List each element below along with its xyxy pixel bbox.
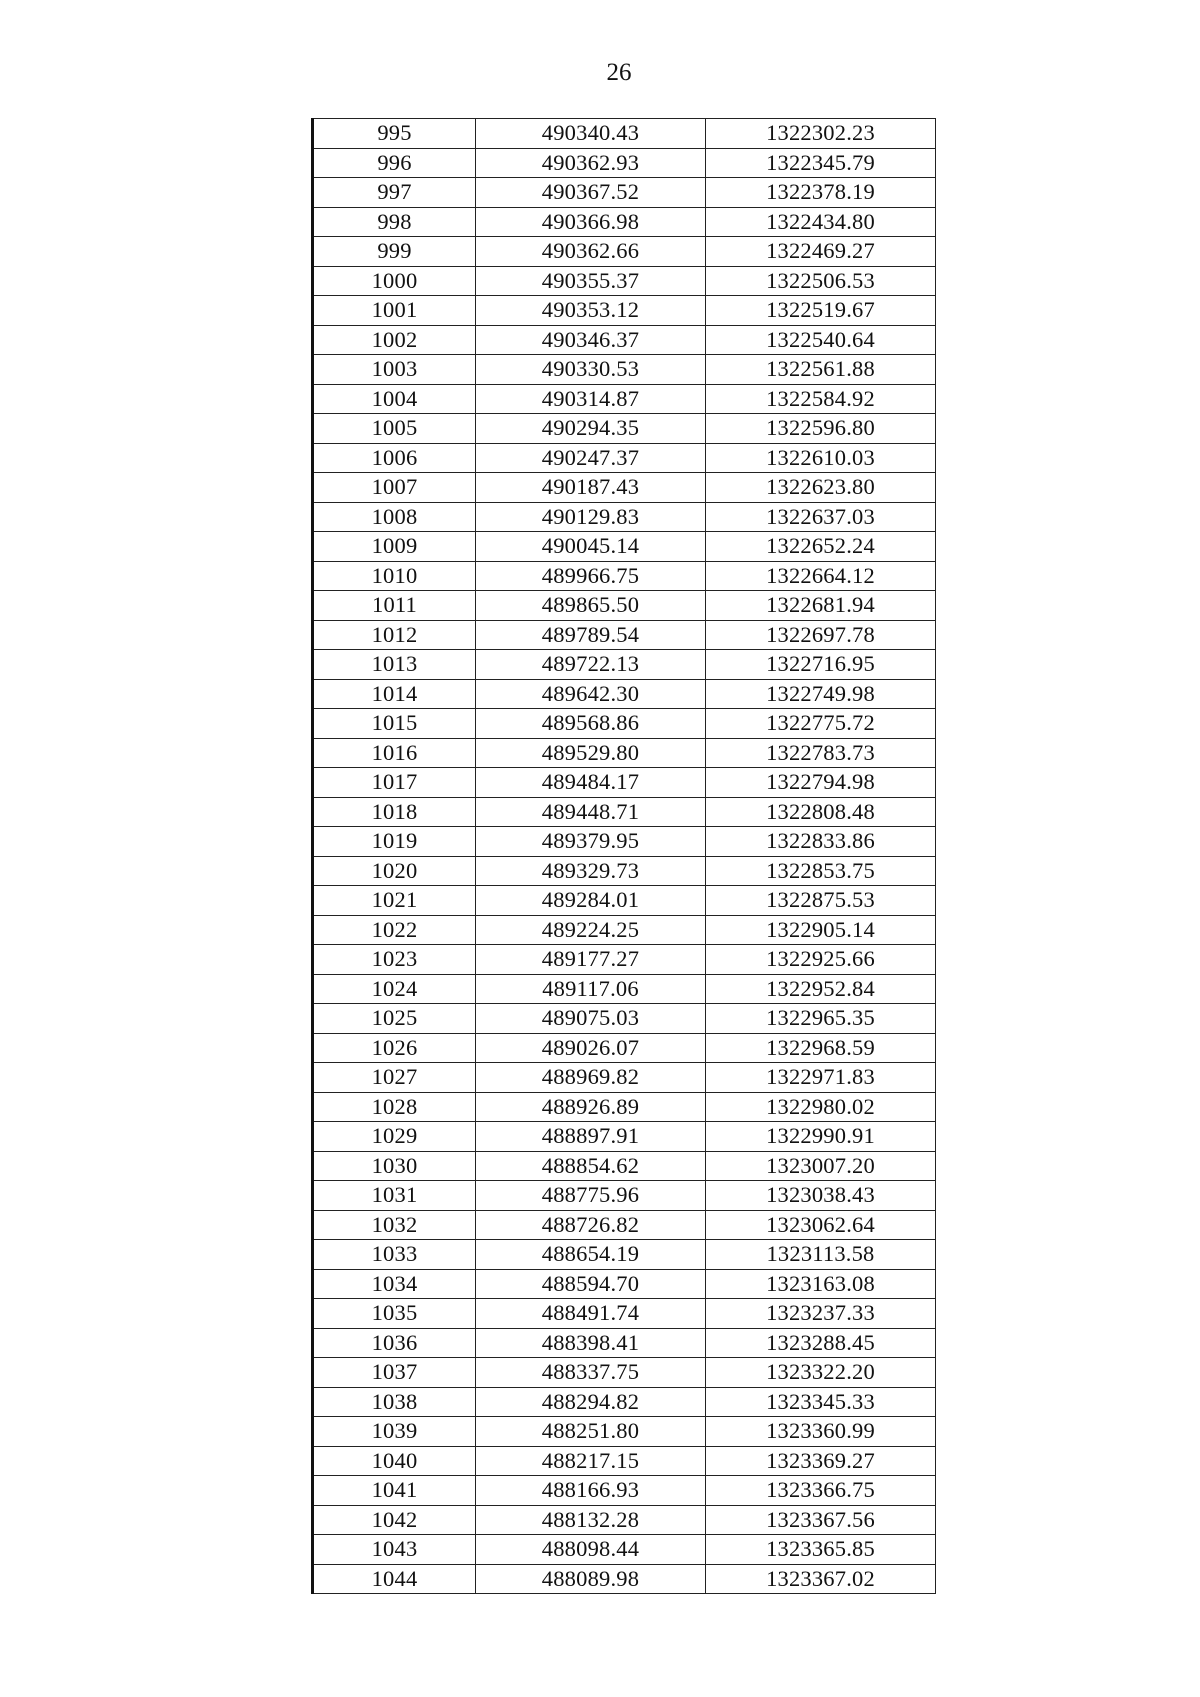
- y-coordinate-cell: 1323062.64: [706, 1210, 936, 1240]
- y-coordinate-cell: 1322540.64: [706, 325, 936, 355]
- x-coordinate-cell: 488089.98: [476, 1564, 706, 1594]
- table-row: [313, 1210, 936, 1240]
- point-number-cell: 1023: [313, 945, 476, 975]
- table-row: [313, 797, 936, 827]
- x-coordinate-cell: 490314.87: [476, 384, 706, 414]
- table-row: [313, 1181, 936, 1211]
- point-number-cell: 1039: [313, 1417, 476, 1447]
- table-row: [313, 886, 936, 916]
- y-coordinate-cell: 1322853.75: [706, 856, 936, 886]
- point-number-cell: 1044: [313, 1564, 476, 1594]
- y-coordinate-cell: 1323322.20: [706, 1358, 936, 1388]
- point-number-cell: 1034: [313, 1269, 476, 1299]
- point-number-cell: 1020: [313, 856, 476, 886]
- point-number-cell: 1022: [313, 915, 476, 945]
- x-coordinate-cell: 488398.41: [476, 1328, 706, 1358]
- table-row: [313, 1328, 936, 1358]
- point-number-cell: 997: [313, 178, 476, 208]
- table-row: [313, 1092, 936, 1122]
- table-row: [313, 148, 936, 178]
- y-coordinate-cell: 1323366.75: [706, 1476, 936, 1506]
- y-coordinate-cell: 1322905.14: [706, 915, 936, 945]
- x-coordinate-cell: 490346.37: [476, 325, 706, 355]
- x-coordinate-cell: 490362.93: [476, 148, 706, 178]
- point-number-cell: 1007: [313, 473, 476, 503]
- table-row: [313, 1122, 936, 1152]
- x-coordinate-cell: 490187.43: [476, 473, 706, 503]
- y-coordinate-cell: 1322345.79: [706, 148, 936, 178]
- x-coordinate-cell: 489568.86: [476, 709, 706, 739]
- x-coordinate-cell: 488897.91: [476, 1122, 706, 1152]
- point-number-cell: 1016: [313, 738, 476, 768]
- x-coordinate-cell: 489789.54: [476, 620, 706, 650]
- y-coordinate-cell: 1323360.99: [706, 1417, 936, 1447]
- table-row: [313, 325, 936, 355]
- y-coordinate-cell: 1322681.94: [706, 591, 936, 621]
- point-number-cell: 1028: [313, 1092, 476, 1122]
- table-row: [313, 915, 936, 945]
- y-coordinate-cell: 1322519.67: [706, 296, 936, 326]
- x-coordinate-cell: 490355.37: [476, 266, 706, 296]
- coordinates-table: [311, 118, 936, 1594]
- y-coordinate-cell: 1322652.24: [706, 532, 936, 562]
- point-number-cell: 995: [313, 119, 476, 149]
- point-number-cell: 1004: [313, 384, 476, 414]
- y-coordinate-cell: 1323367.56: [706, 1505, 936, 1535]
- table-row: [313, 207, 936, 237]
- y-coordinate-cell: 1323367.02: [706, 1564, 936, 1594]
- table-row: [313, 1535, 936, 1565]
- table-row: [313, 473, 936, 503]
- y-coordinate-cell: 1323288.45: [706, 1328, 936, 1358]
- y-coordinate-cell: 1322434.80: [706, 207, 936, 237]
- y-coordinate-cell: 1322833.86: [706, 827, 936, 857]
- point-number-cell: 1032: [313, 1210, 476, 1240]
- point-number-cell: 1037: [313, 1358, 476, 1388]
- y-coordinate-cell: 1322623.80: [706, 473, 936, 503]
- table-row: [313, 443, 936, 473]
- x-coordinate-cell: 489865.50: [476, 591, 706, 621]
- table-row: [313, 1446, 936, 1476]
- x-coordinate-cell: 488594.70: [476, 1269, 706, 1299]
- x-coordinate-cell: 490045.14: [476, 532, 706, 562]
- y-coordinate-cell: 1322469.27: [706, 237, 936, 267]
- point-number-cell: 1015: [313, 709, 476, 739]
- point-number-cell: 998: [313, 207, 476, 237]
- table-row: [313, 1269, 936, 1299]
- y-coordinate-cell: 1322794.98: [706, 768, 936, 798]
- x-coordinate-cell: 488251.80: [476, 1417, 706, 1447]
- page-number: 26: [606, 59, 632, 86]
- table-row: [313, 1151, 936, 1181]
- x-coordinate-cell: 489075.03: [476, 1004, 706, 1034]
- table-row: [313, 1387, 936, 1417]
- y-coordinate-cell: 1322302.23: [706, 119, 936, 149]
- x-coordinate-cell: 489177.27: [476, 945, 706, 975]
- table-row: [313, 768, 936, 798]
- x-coordinate-cell: 489117.06: [476, 974, 706, 1004]
- point-number-cell: 1013: [313, 650, 476, 680]
- x-coordinate-cell: 490294.35: [476, 414, 706, 444]
- y-coordinate-cell: 1322664.12: [706, 561, 936, 591]
- table-row: [313, 532, 936, 562]
- x-coordinate-cell: 488337.75: [476, 1358, 706, 1388]
- point-number-cell: 1010: [313, 561, 476, 591]
- y-coordinate-cell: 1322584.92: [706, 384, 936, 414]
- x-coordinate-cell: 488294.82: [476, 1387, 706, 1417]
- point-number-cell: 999: [313, 237, 476, 267]
- point-number-cell: 1005: [313, 414, 476, 444]
- point-number-cell: 1029: [313, 1122, 476, 1152]
- x-coordinate-cell: 489329.73: [476, 856, 706, 886]
- point-number-cell: 1008: [313, 502, 476, 532]
- y-coordinate-cell: 1322697.78: [706, 620, 936, 650]
- table-row: [313, 1476, 936, 1506]
- point-number-cell: 1000: [313, 266, 476, 296]
- point-number-cell: 1041: [313, 1476, 476, 1506]
- point-number-cell: 1012: [313, 620, 476, 650]
- y-coordinate-cell: 1322610.03: [706, 443, 936, 473]
- y-coordinate-cell: 1323365.85: [706, 1535, 936, 1565]
- x-coordinate-cell: 490366.98: [476, 207, 706, 237]
- table-row: [313, 709, 936, 739]
- table-row: [313, 237, 936, 267]
- table-row: [313, 414, 936, 444]
- point-number-cell: 1038: [313, 1387, 476, 1417]
- x-coordinate-cell: 490247.37: [476, 443, 706, 473]
- x-coordinate-cell: 488969.82: [476, 1063, 706, 1093]
- table-row: [313, 620, 936, 650]
- x-coordinate-cell: 489966.75: [476, 561, 706, 591]
- table-row: [313, 1004, 936, 1034]
- point-number-cell: 1006: [313, 443, 476, 473]
- table-row: [313, 266, 936, 296]
- table-row: [313, 1063, 936, 1093]
- y-coordinate-cell: 1322952.84: [706, 974, 936, 1004]
- x-coordinate-cell: 488654.19: [476, 1240, 706, 1270]
- x-coordinate-cell: 488491.74: [476, 1299, 706, 1329]
- table-row: [313, 738, 936, 768]
- y-coordinate-cell: 1322971.83: [706, 1063, 936, 1093]
- x-coordinate-cell: 488926.89: [476, 1092, 706, 1122]
- table-row: [313, 1505, 936, 1535]
- point-number-cell: 1002: [313, 325, 476, 355]
- x-coordinate-cell: 489224.25: [476, 915, 706, 945]
- table-row: [313, 178, 936, 208]
- point-number-cell: 1011: [313, 591, 476, 621]
- y-coordinate-cell: 1322637.03: [706, 502, 936, 532]
- x-coordinate-cell: 488098.44: [476, 1535, 706, 1565]
- y-coordinate-cell: 1323237.33: [706, 1299, 936, 1329]
- y-coordinate-cell: 1322506.53: [706, 266, 936, 296]
- x-coordinate-cell: 490362.66: [476, 237, 706, 267]
- table-row: [313, 355, 936, 385]
- x-coordinate-cell: 490367.52: [476, 178, 706, 208]
- y-coordinate-cell: 1322875.53: [706, 886, 936, 916]
- table-row: [313, 119, 936, 149]
- table-row: [313, 561, 936, 591]
- x-coordinate-cell: 489026.07: [476, 1033, 706, 1063]
- point-number-cell: 1014: [313, 679, 476, 709]
- table-row: [313, 679, 936, 709]
- x-coordinate-cell: 488217.15: [476, 1446, 706, 1476]
- y-coordinate-cell: 1322808.48: [706, 797, 936, 827]
- point-number-cell: 1009: [313, 532, 476, 562]
- x-coordinate-cell: 489484.17: [476, 768, 706, 798]
- table-row: [313, 650, 936, 680]
- point-number-cell: 1001: [313, 296, 476, 326]
- x-coordinate-cell: 489722.13: [476, 650, 706, 680]
- y-coordinate-cell: 1322783.73: [706, 738, 936, 768]
- point-number-cell: 1018: [313, 797, 476, 827]
- y-coordinate-cell: 1323007.20: [706, 1151, 936, 1181]
- point-number-cell: 1042: [313, 1505, 476, 1535]
- x-coordinate-cell: 489379.95: [476, 827, 706, 857]
- y-coordinate-cell: 1322378.19: [706, 178, 936, 208]
- point-number-cell: 1019: [313, 827, 476, 857]
- table-row: [313, 1240, 936, 1270]
- y-coordinate-cell: 1322990.91: [706, 1122, 936, 1152]
- point-number-cell: 1027: [313, 1063, 476, 1093]
- point-number-cell: 1021: [313, 886, 476, 916]
- table-row: [313, 502, 936, 532]
- x-coordinate-cell: 488854.62: [476, 1151, 706, 1181]
- table-row: [313, 1417, 936, 1447]
- y-coordinate-cell: 1322925.66: [706, 945, 936, 975]
- x-coordinate-cell: 489642.30: [476, 679, 706, 709]
- table-row: [313, 945, 936, 975]
- table-row: [313, 1299, 936, 1329]
- point-number-cell: 1040: [313, 1446, 476, 1476]
- point-number-cell: 996: [313, 148, 476, 178]
- y-coordinate-cell: 1322980.02: [706, 1092, 936, 1122]
- y-coordinate-cell: 1322716.95: [706, 650, 936, 680]
- x-coordinate-cell: 489448.71: [476, 797, 706, 827]
- y-coordinate-cell: 1322749.98: [706, 679, 936, 709]
- x-coordinate-cell: 489284.01: [476, 886, 706, 916]
- x-coordinate-cell: 490129.83: [476, 502, 706, 532]
- x-coordinate-cell: 490353.12: [476, 296, 706, 326]
- x-coordinate-cell: 488166.93: [476, 1476, 706, 1506]
- y-coordinate-cell: 1322965.35: [706, 1004, 936, 1034]
- table-row: [313, 1564, 936, 1594]
- point-number-cell: 1035: [313, 1299, 476, 1329]
- point-number-cell: 1003: [313, 355, 476, 385]
- y-coordinate-cell: 1322775.72: [706, 709, 936, 739]
- table-row: [313, 856, 936, 886]
- x-coordinate-cell: 488132.28: [476, 1505, 706, 1535]
- table-row: [313, 974, 936, 1004]
- point-number-cell: 1030: [313, 1151, 476, 1181]
- point-number-cell: 1024: [313, 974, 476, 1004]
- point-number-cell: 1026: [313, 1033, 476, 1063]
- table-row: [313, 1033, 936, 1063]
- x-coordinate-cell: 488726.82: [476, 1210, 706, 1240]
- point-number-cell: 1033: [313, 1240, 476, 1270]
- x-coordinate-cell: 489529.80: [476, 738, 706, 768]
- point-number-cell: 1031: [313, 1181, 476, 1211]
- y-coordinate-cell: 1323163.08: [706, 1269, 936, 1299]
- coordinates-table-body: [313, 119, 936, 1594]
- point-number-cell: 1025: [313, 1004, 476, 1034]
- x-coordinate-cell: 490330.53: [476, 355, 706, 385]
- point-number-cell: 1036: [313, 1328, 476, 1358]
- x-coordinate-cell: 488775.96: [476, 1181, 706, 1211]
- y-coordinate-cell: 1322968.59: [706, 1033, 936, 1063]
- y-coordinate-cell: 1323113.58: [706, 1240, 936, 1270]
- table-row: [313, 1358, 936, 1388]
- y-coordinate-cell: 1322561.88: [706, 355, 936, 385]
- y-coordinate-cell: 1323369.27: [706, 1446, 936, 1476]
- y-coordinate-cell: 1323038.43: [706, 1181, 936, 1211]
- x-coordinate-cell: 490340.43: [476, 119, 706, 149]
- table-row: [313, 827, 936, 857]
- y-coordinate-cell: 1323345.33: [706, 1387, 936, 1417]
- table-row: [313, 591, 936, 621]
- point-number-cell: 1017: [313, 768, 476, 798]
- point-number-cell: 1043: [313, 1535, 476, 1565]
- y-coordinate-cell: 1322596.80: [706, 414, 936, 444]
- table-row: [313, 296, 936, 326]
- table-row: [313, 384, 936, 414]
